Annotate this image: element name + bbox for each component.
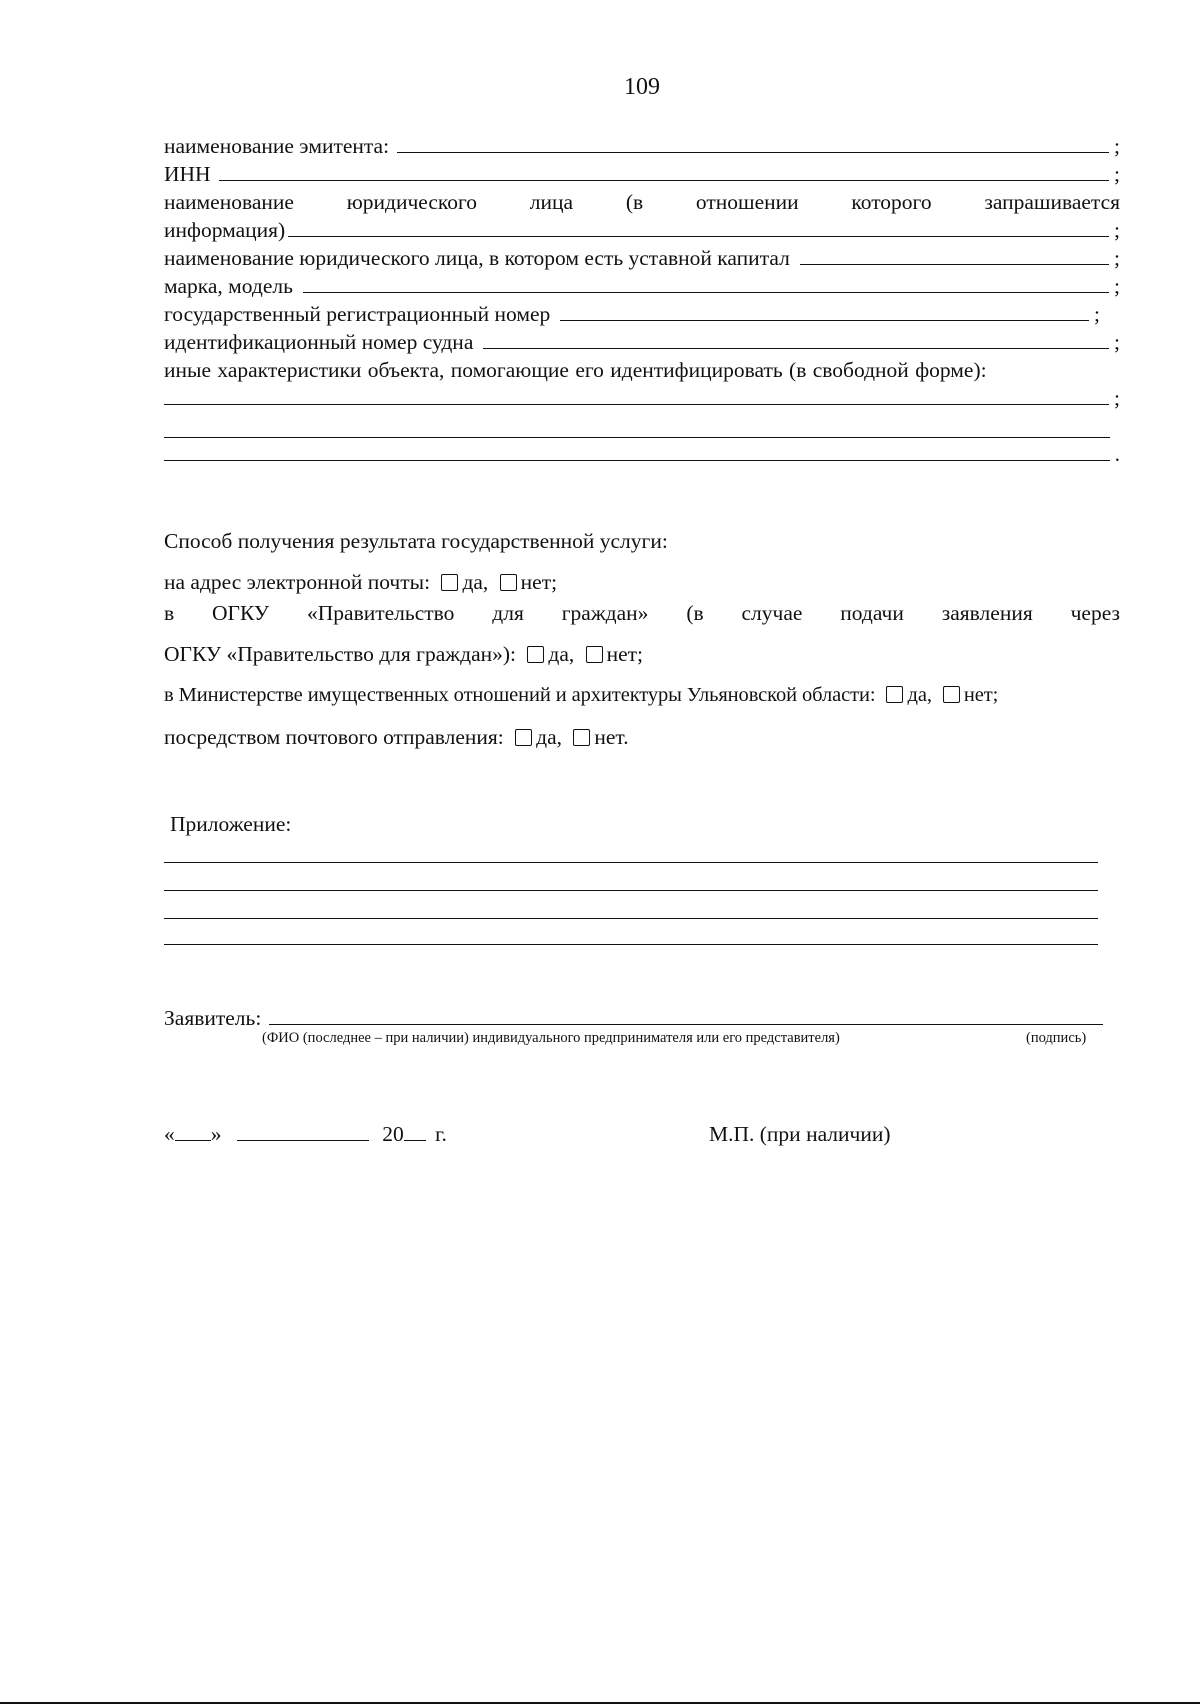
inn-field[interactable] [219, 160, 1109, 181]
other-field-1[interactable] [164, 384, 1109, 405]
email-label: на адрес электронной почты: [164, 570, 431, 594]
appendix-label: Приложение: [170, 812, 292, 836]
issuer-field[interactable] [397, 132, 1109, 153]
legal-entity-field[interactable] [288, 216, 1109, 237]
ministry-label: в Министерстве имущественных отношений и архитектуры Ульяновской области: [164, 684, 876, 706]
applicant-row [164, 1004, 1106, 1032]
date-row [164, 1120, 447, 1148]
post-row [164, 723, 629, 751]
charter-label: наименование юридического лица, в котором есть уставной капитал [164, 246, 790, 270]
legal-entity-cont-label: информация) [164, 218, 286, 242]
issuer-label: наименование эмитента: [164, 134, 390, 158]
word: граждан» [561, 601, 649, 625]
delivery-heading: Способ получения результата государственной услуги: [164, 529, 668, 553]
ogku-cont-label: ОГКУ «Правительство для граждан»): [164, 642, 516, 666]
ministry-yes-checkbox[interactable] [886, 686, 903, 703]
brand-field[interactable] [303, 272, 1109, 293]
inn-row [164, 160, 1120, 188]
vessel-id-row [164, 328, 1120, 356]
brand-label: марка, модель [164, 274, 293, 298]
word: наименование [164, 190, 294, 214]
yes-label: да, [907, 684, 932, 706]
other-line-1-row [164, 384, 1120, 412]
ogku-row [164, 599, 1120, 627]
close-quote: » [210, 1122, 222, 1146]
email-yes-checkbox[interactable] [441, 574, 458, 591]
appendix-line-4[interactable] [164, 944, 1098, 945]
other-row [164, 356, 1120, 384]
applicant-name-caption: (ФИО (последнее – при наличии) индивидуального предпринимателя или его представителя) [262, 1030, 840, 1046]
reg-number-label: государственный регистрационный номер [164, 302, 551, 326]
period: . [1114, 442, 1120, 466]
semicolon: ; [1114, 330, 1120, 354]
word: для [492, 601, 524, 625]
ministry-row [164, 681, 998, 709]
no-label: нет; [520, 570, 558, 594]
semicolon: ; [1114, 274, 1120, 298]
word: юридического [346, 190, 478, 214]
word: заявления [941, 601, 1033, 625]
bottom-rule [0, 1702, 1200, 1704]
semicolon: ; [1114, 162, 1120, 186]
year-prefix: 20 [382, 1122, 404, 1146]
year-suffix: г. [435, 1122, 447, 1146]
ogku-cont-row [164, 640, 643, 668]
word: «Правительство [307, 601, 455, 625]
other-field-2[interactable] [164, 437, 1110, 438]
semicolon: ; [1094, 302, 1100, 326]
appendix-line-2[interactable] [164, 890, 1098, 891]
charter-field[interactable] [800, 244, 1109, 265]
word: подачи [840, 601, 904, 625]
applicant-field[interactable] [269, 1004, 1103, 1025]
yes-label: да, [548, 642, 575, 666]
semicolon: ; [1114, 246, 1120, 270]
word: которого [851, 190, 932, 214]
appendix-line-3[interactable] [164, 918, 1098, 919]
issuer-row [164, 132, 1120, 160]
semicolon: ; [1114, 386, 1120, 410]
ogku-no-checkbox[interactable] [586, 646, 603, 663]
page-number: 109 [624, 74, 660, 100]
applicant-sign-caption: (подпись) [1026, 1030, 1087, 1046]
other-label: иные характеристики объекта, помогающие его идентифицировать (в свободной форме): [164, 358, 987, 382]
yes-label: да, [462, 570, 489, 594]
email-row [164, 568, 557, 596]
other-line-3-row [164, 440, 1120, 468]
word: в [164, 601, 175, 625]
reg-number-row [164, 300, 1100, 328]
word: (в [686, 601, 704, 625]
email-no-checkbox[interactable] [500, 574, 517, 591]
vessel-id-label: идентификационный номер судна [164, 330, 474, 354]
ogku-yes-checkbox[interactable] [527, 646, 544, 663]
legal-entity-row [164, 188, 1120, 216]
post-no-checkbox[interactable] [573, 729, 590, 746]
semicolon: ; [1114, 134, 1120, 158]
word: ОГКУ [212, 601, 270, 625]
stamp-label: М.П. (при наличии) [709, 1122, 891, 1146]
post-label: посредством почтового отправления: [164, 725, 504, 749]
legal-entity-cont-row [164, 216, 1120, 244]
appendix-line-1[interactable] [164, 862, 1098, 863]
inn-label: ИНН [164, 162, 211, 186]
word: (в [625, 190, 644, 214]
applicant-label: Заявитель: [164, 1006, 262, 1030]
word: запрашивается [984, 190, 1120, 214]
semicolon: ; [1114, 218, 1120, 242]
year-field[interactable] [404, 1122, 426, 1141]
no-label: нет; [606, 642, 644, 666]
other-field-3[interactable] [164, 440, 1110, 461]
reg-number-field[interactable] [560, 300, 1089, 321]
word: через [1070, 601, 1120, 625]
brand-row [164, 272, 1120, 300]
vessel-id-field[interactable] [483, 328, 1109, 349]
post-yes-checkbox[interactable] [515, 729, 532, 746]
month-field[interactable] [237, 1122, 369, 1141]
day-field[interactable] [175, 1122, 211, 1141]
charter-row [164, 244, 1120, 272]
yes-label: да, [536, 725, 562, 749]
word: случае [741, 601, 803, 625]
ministry-no-checkbox[interactable] [943, 686, 960, 703]
word: отношении [695, 190, 799, 214]
no-label: нет; [963, 684, 999, 706]
no-label: нет. [594, 725, 629, 749]
word: лица [529, 190, 574, 214]
open-quote: « [164, 1122, 175, 1146]
